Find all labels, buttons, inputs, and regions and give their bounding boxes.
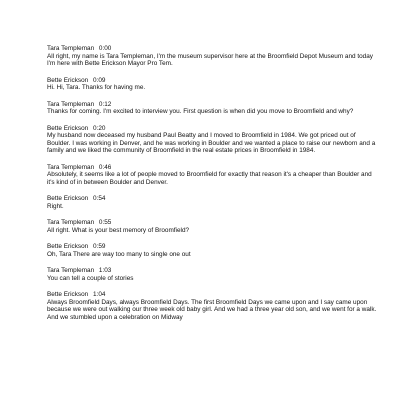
transcript-page [47, 45, 377, 330]
transcript-turn [47, 101, 377, 116]
timestamp: 0:20 [92, 124, 106, 132]
speaker-name: Bette Erickson [47, 195, 89, 203]
utterance-text: You can tell a couple of stories [47, 274, 134, 282]
speaker-line [47, 195, 377, 203]
utterance-text: Oh, Tara There are way too many to single one out [47, 250, 191, 258]
transcript-turn [47, 195, 377, 210]
utterance-text: Hi. Hi, Tara. Thanks for having me. [47, 84, 146, 92]
speaker-line [47, 291, 377, 299]
utterance-text: Absolutely, it seems like a lot of people moved to Broomfield for exactly that reason it's a cheaper than Boulder and it's kind of in between Boulder and Denver. [47, 171, 372, 186]
utterance-text: All right. What is your best memory of Broomfield? [47, 226, 190, 234]
timestamp: 1:03 [98, 267, 112, 275]
speaker-line [47, 77, 377, 85]
speaker-name: Tara Templeman [47, 45, 95, 52]
transcript-turn [47, 45, 377, 68]
speaker-name: Bette Erickson [47, 124, 89, 132]
transcript-turn [47, 243, 377, 258]
speaker-line [47, 164, 377, 172]
speaker-name: Tara Templeman [47, 100, 95, 108]
speaker-name: Tara Templeman [47, 267, 95, 275]
transcript-turn [47, 219, 377, 234]
speaker-name: Bette Erickson [47, 76, 89, 84]
timestamp: 0:54 [92, 195, 106, 203]
utterance-text: All right, my name is Tara Templeman, I'm the museum supervisor here at the Broomfield Depot Museum and today I'm here with Bette Erickson Mayor Pro Tem. [47, 52, 373, 68]
utterance-text: Right. [47, 202, 64, 210]
timestamp: 0:46 [98, 163, 112, 171]
timestamp: 0:55 [98, 219, 112, 227]
timestamp: 1:04 [92, 291, 106, 299]
timestamp: 0:12 [98, 100, 112, 108]
speaker-line [47, 101, 377, 109]
speaker-line [47, 125, 377, 133]
utterance-text: Thanks for coming. I'm excited to interview you. First question is when did you move to Broomfield and why? [47, 108, 354, 116]
timestamp: 0:09 [92, 76, 106, 84]
speaker-line [47, 219, 377, 227]
timestamp: 0:59 [92, 243, 106, 251]
utterance-text: My husband now deceased my husband Paul Beatty and I moved to Broomfield in 1984. We got priced out of Boulder. I was working in Denver, and he was working in Boulder and we wanted a place to raise our newborn and a family and we liked the community of Broomfield in the real estate prices in Broomfield in 1984. [47, 132, 376, 155]
timestamp: 0:00 [98, 45, 112, 52]
transcript-turn [47, 291, 377, 321]
speaker-name: Tara Templeman [47, 163, 95, 171]
speaker-name: Bette Erickson [47, 291, 89, 299]
transcript-turn [47, 164, 377, 187]
speaker-name: Tara Templeman [47, 219, 95, 227]
utterance-text: Always Broomfield Days, always Broomfield Days. The first Broomfield Days we came upon and I say came upon because we were out walking our three week old baby girl. And we had a three year old son, and we went for a walk. And we stumbled upon a celebration on Midway [47, 298, 377, 322]
speaker-name: Bette Erickson [47, 243, 89, 251]
transcript-turn [47, 125, 377, 155]
speaker-line [47, 243, 377, 251]
speaker-line [47, 45, 377, 53]
transcript-turn [47, 77, 377, 92]
transcript-turn [47, 267, 377, 282]
speaker-line [47, 267, 377, 275]
